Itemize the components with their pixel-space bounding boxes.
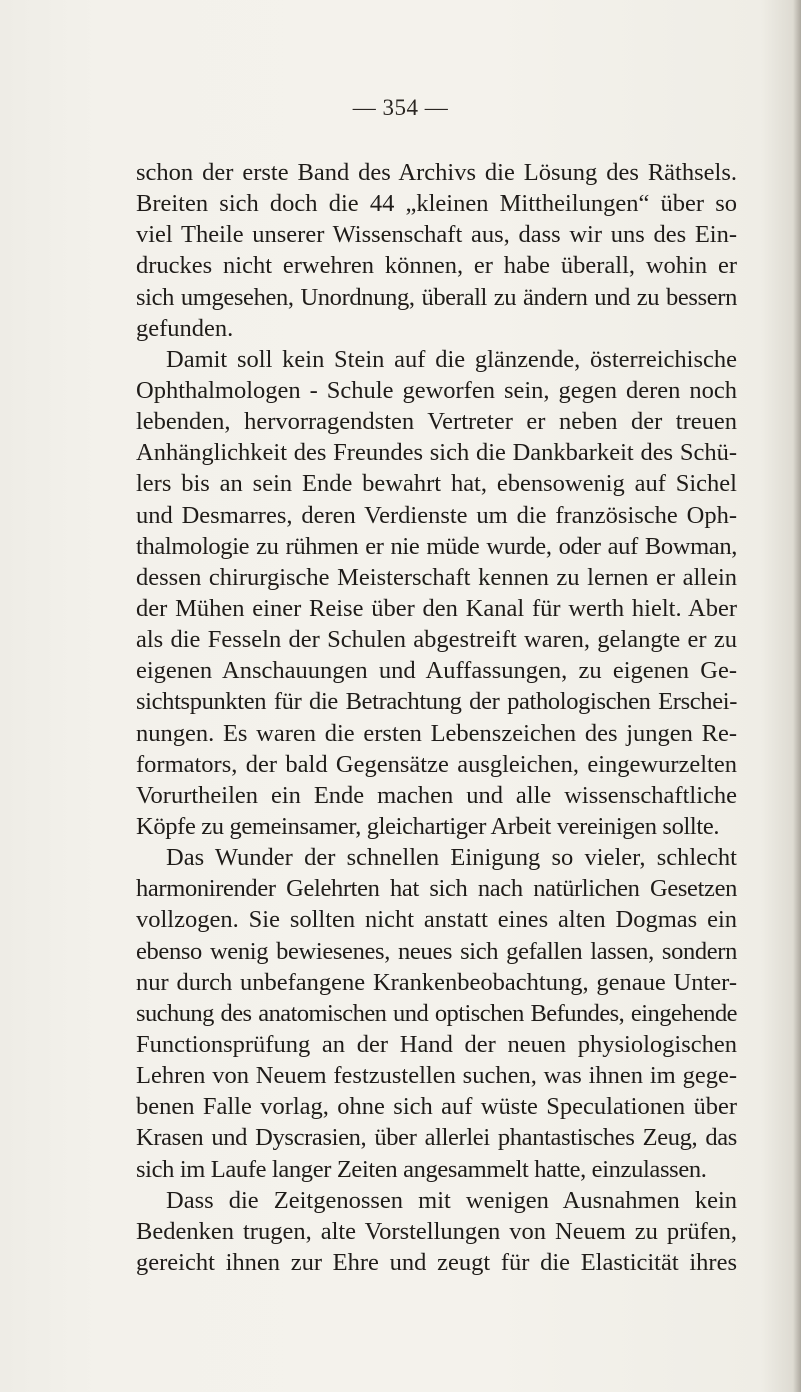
text-line: Ophthalmologen - Schule geworfen sein, gegen deren noch <box>136 376 737 404</box>
text-line: und Desmarres, deren Verdienste um die französische Oph- <box>136 501 737 529</box>
body-text <box>136 157 737 1278</box>
text-line: suchung des anatomischen und optischen Befundes, eingehende <box>136 999 737 1027</box>
text-line: eigenen Anschauungen und Auffassungen, zu eigenen Ge- <box>136 657 737 685</box>
text-line: dessen chirurgische Meisterschaft kennen zu lernen er allein <box>136 563 737 591</box>
text-line: Das Wunder der schnellen Einigung so vieler, schlecht <box>166 844 737 872</box>
paragraph <box>136 344 737 842</box>
paragraph <box>136 842 737 1185</box>
text-line: viel Theile unserer Wissenschaft aus, dass wir uns des Ein- <box>136 221 737 249</box>
text-line: Bedenken trugen, alte Vorstellungen von Neuem zu prüfen, <box>136 1217 737 1245</box>
text-line: thalmologie zu rühmen er nie müde wurde, oder auf Bowman, <box>136 532 737 560</box>
text-line: als die Fesseln der Schulen abgestreift waren, gelangte er zu <box>136 626 737 654</box>
text-line: Vorurtheilen ein Ende machen und alle wissenschaftliche <box>136 781 737 809</box>
text-line: gefunden. <box>136 314 234 342</box>
text-line: Köpfe zu gemeinsamer, gleichartiger Arbeit vereinigen sollte. <box>136 812 720 840</box>
text-line: druckes nicht erwehren können, er habe überall, wohin er <box>136 252 737 280</box>
text-line: schon der erste Band des Archivs die Lösung des Räthsels. <box>136 159 737 186</box>
page-number: — 354 — <box>352 95 449 120</box>
text-line: formators, der bald Gegensätze ausgleichen, eingewurzelten <box>136 750 737 778</box>
text-line: Functionsprüfung an der Hand der neuen physiologischen <box>136 1030 737 1058</box>
text-line: ebenso wenig bewiesenes, neues sich gefallen lassen, sondern <box>136 937 737 965</box>
text-line: lers bis an sein Ende bewahrt hat, ebensowenig auf Sichel <box>136 470 737 498</box>
text-line: sich umgesehen, Unordnung, überall zu ändern und zu bessern <box>136 283 737 311</box>
text-line: Lehren von Neuem festzustellen suchen, was ihnen im gege- <box>136 1062 737 1090</box>
text-line: Breiten sich doch die 44 „kleinen Mittheilungen“ über so <box>136 190 737 218</box>
page-edge-shadow <box>793 0 801 1392</box>
text-line: Krasen und Dyscrasien, über allerlei phantastisches Zeug, das <box>136 1124 737 1152</box>
text-line: vollzogen. Sie sollten nicht anstatt eines alten Dogmas ein <box>136 906 737 934</box>
text-line: nur durch unbefangene Krankenbeobachtung, genaue Unter- <box>136 968 737 996</box>
paragraph <box>136 1185 737 1278</box>
text-line: der Mühen einer Reise über den Kanal für werth hielt. Aber <box>136 594 737 622</box>
text-line: Dass die Zeitgenossen mit wenigen Ausnahmen kein <box>166 1186 737 1214</box>
text-line: gereicht ihnen zur Ehre und zeugt für die Elasticität ihres <box>136 1248 737 1276</box>
text-line: harmonirender Gelehrten hat sich nach natürlichen Gesetzen <box>136 875 737 903</box>
text-line: sich im Laufe langer Zeiten angesammelt hatte, einzulassen. <box>136 1155 707 1183</box>
text-line: nungen. Es waren die ersten Lebenszeichen des jungen Re- <box>136 719 737 747</box>
text-line: lebenden, hervorragendsten Vertreter er neben der treuen <box>136 408 737 436</box>
paragraph <box>136 157 737 344</box>
text-line: benen Falle vorlag, ohne sich auf wüste Speculationen über <box>136 1093 737 1121</box>
text-line: Anhänglichkeit des Freundes sich die Dankbarkeit des Schü- <box>136 439 737 467</box>
text-line: Damit soll kein Stein auf die glänzende, österreichische <box>166 345 737 373</box>
text-line: sichtspunkten für die Betrachtung der pathologischen Erschei- <box>136 688 737 716</box>
